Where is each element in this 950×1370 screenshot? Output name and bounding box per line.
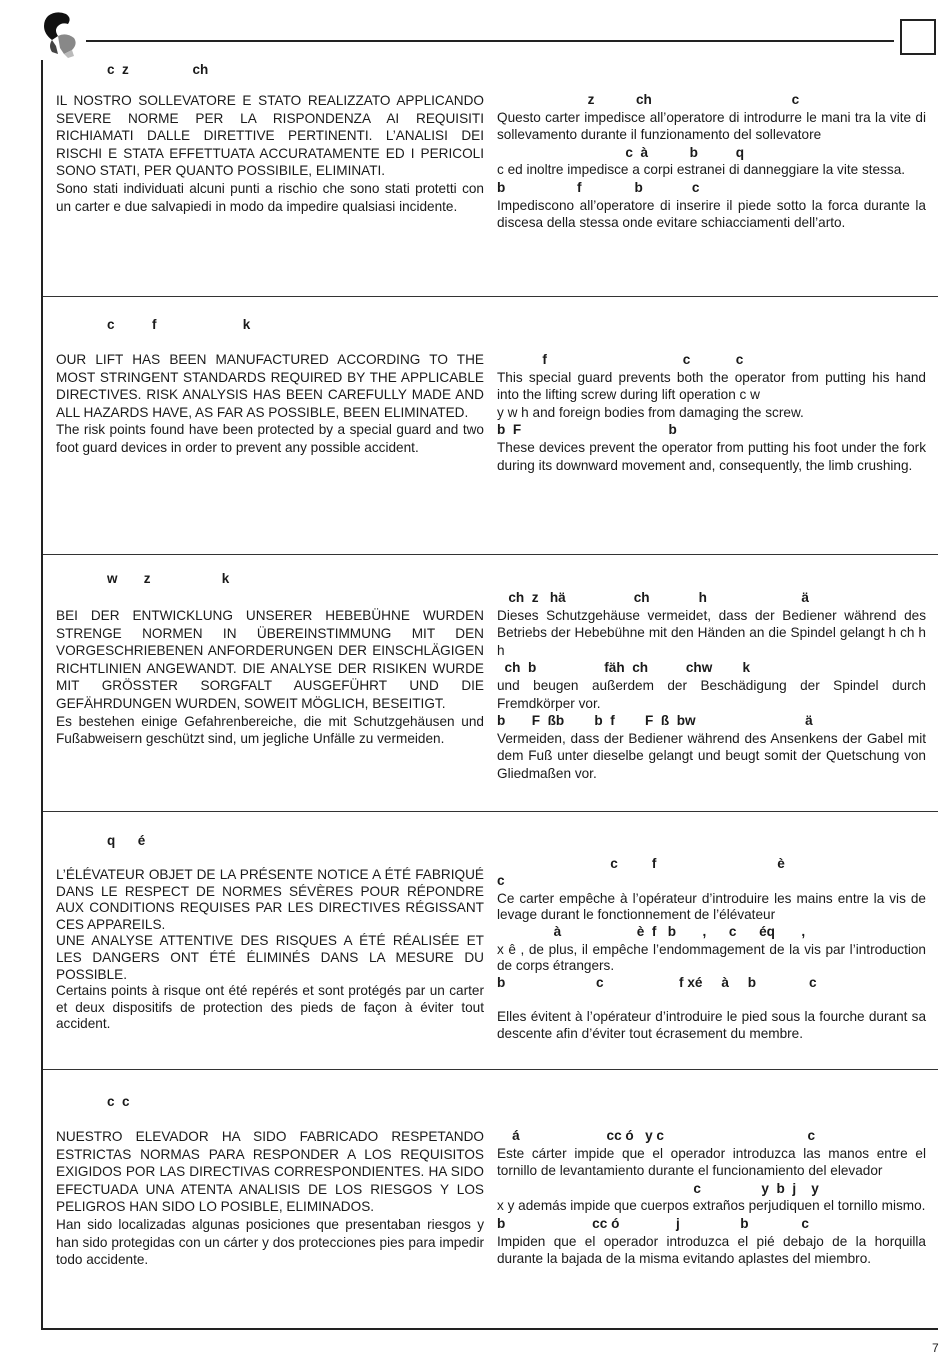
subheading: f c c: [497, 352, 744, 367]
section-german: [43, 555, 938, 812]
section-english: [43, 297, 938, 555]
body-text: c ed inoltre impedisce a corpi estranei di danneggiare la vite stessa.: [497, 162, 906, 178]
header-rule: [86, 40, 894, 42]
subheading: ch z hä ch h ä: [497, 590, 809, 605]
subheading: b cc ó j b c: [497, 1215, 809, 1231]
right-column: [497, 589, 926, 783]
section-french: [43, 812, 938, 1070]
body-text: Impiden que el operador introduzca el pié debajo de la horquilla durante la bajada de la misma evitando aplastes del miembro.: [497, 1233, 926, 1267]
subheading: c f è: [497, 855, 785, 871]
section-heading: c c: [107, 1094, 130, 1109]
right-column: [497, 839, 926, 1042]
section-italian: [43, 60, 938, 297]
body-text: x ê , de plus, il empêche l’endommagement de la vis par l’introduction de corps étrangers.: [497, 941, 926, 974]
section-spanish: [43, 1070, 938, 1328]
body-text: Este cárter impide que el operador introduzca las manos entre el tornillo de levantamiento durante el funcionamiento del elevador: [497, 1145, 926, 1179]
body-text: Dieses Schutzgehäuse vermeidet, dass der Bediener während des Betriebs der Hebebühne mit den Händen an die Spindel gelangt h ch h h: [497, 607, 926, 658]
body-text: These devices prevent the operator from putting his foot under the fork during its downward movement and, consequently, the limb crushing.: [497, 439, 926, 473]
subheading: á cc ó y c c: [497, 1128, 816, 1143]
subheading: b F b: [497, 422, 677, 438]
section-heading: c f k: [107, 317, 251, 332]
intro-paragraph: Han sido localizadas algunas posiciones que presentaban riesgos y han sido protegidas con un cárter y dos protecciones pies para impedir todo accidente.: [56, 1216, 484, 1268]
body-text: Vermeiden, dass der Bediener während des Ansenkens der Gabel mit dem Fuß unter dieselbe gelangt und beugt somit der Quetschung von Gliedmaßen vor.: [497, 730, 926, 781]
intro-paragraph: The risk points found have been protected by a special guard and two foot guard devices in order to prevent any possible accident.: [56, 422, 484, 455]
subheading: c à b q: [497, 144, 745, 160]
intro-paragraph: UNE ANALYSE ATTENTIVE DES RISQUES A ÉTÉ RÉALISÉE ET LES DANGERS ONT ÉTÉ ÉLIMINÉS DANS LA MESURE DU POSSIBLE.: [56, 933, 484, 982]
right-column: [497, 91, 926, 232]
page-number: 7: [932, 1341, 939, 1355]
intro-paragraph: BEI DER ENTWICKLUNG UNSERER HEBEBÜHNE WURDEN STRENGE NORMEN IN ÜBEREINSTIMMUNG MIT DEN VORGESCHRIEBENEN ANFORDERUNGEN DER EINSCHLÄGIGEN RICHTLINIEN ANGEWANDT. DIE ANALYSE DER RISIKEN WURDE MIT GRÖSSTER SORGFALT AUSGEFÜHRT UND DIE GEFÄHRDUNGEN WURDEN, SOWEIT MÖGLICH, BESEITIGT.: [56, 608, 484, 711]
subheading: à è f b , c éq ,: [497, 923, 806, 939]
intro-paragraph: IL NOSTRO SOLLEVATORE E STATO REALIZZATO APPLICANDO SEVERE NORME PER LA RISPONDENZA AI REQUISITI RICHIAMATI DALLE DIRETTIVE PERTINENTI. L’ANALISI DEI RISCHI E STATA EFFETTUATA ACCURATAMENTE ED I PERICOLI SONO STATI, PER QUANTO POSSIBILE, ELIMINATI.: [56, 93, 484, 179]
section-heading: w z k: [107, 571, 230, 586]
intro-paragraph: Sono stati individuati alcuni punti a rischio che sono stati protetti con un carter e due salvapiedi in modo da impedire qualsiasi incidente.: [56, 180, 484, 214]
body-text: Impediscono all’operatore di inserire il piede sotto la forca durante la discesa della stessa onde evitare schiacciamenti dell’arto.: [497, 197, 926, 231]
subheading: z ch c: [497, 92, 800, 107]
left-column: [56, 351, 484, 457]
left-column: [56, 867, 484, 1033]
body-text: [497, 839, 926, 856]
subheading: ch b fäh ch chw k: [497, 660, 751, 676]
body-text: Ce carter empêche à l’opérateur d’introduire les mains entre la vis de levage durant le fonctionnement de l’élévateur: [497, 890, 926, 923]
subheading: c y b j y: [497, 1180, 819, 1196]
intro-paragraph: Es bestehen einige Gefahrenbereiche, die mit Schutzgehäusen und Fußabweisern geschützt sind, um jegliche Unfälle zu vermeiden.: [56, 713, 484, 747]
body-text: This special guard prevents both the operator from putting his hand into the lifting screw during lift operation c w: [497, 369, 926, 403]
content-frame: [41, 60, 938, 1330]
intro-paragraph: NUESTRO ELEVADOR HA SIDO FABRICADO RESPETANDO ESTRICTAS NORMAS PARA RESPONDER A LOS REQUISITOS EXIGIDOS POR LAS DIRECTIVAS CORRESPONDIENTES. HA SIDO EFECTUADA UNA ATENTA ANALISIS DE LOS RIESGOS Y LOS PELIGROS HAN SIDO LO POSIBLE, ELIMINADOS.: [56, 1129, 484, 1215]
left-column: [56, 607, 484, 748]
body-text: y w h and foreign bodies from damaging the screw.: [497, 404, 804, 420]
brand-logo-icon: [38, 10, 80, 58]
intro-paragraph: L’ÉLÉVATEUR OBJET DE LA PRÉSENTE NOTICE A ÉTÉ FABRIQUÉ DANS LE RESPECT DE NORMES SÉVÈRES POUR RÉPONDRE AUX CONDITIONS REQUISES PAR LES DIRECTIVES RÉGISSANT CES APPAREILS.: [56, 867, 484, 932]
right-column: [497, 1127, 926, 1268]
body-text: Elles évitent à l’opérateur d’introduire le pied sous la fourche durant sa descente afin d’éviter tout écrasement du membre.: [497, 1008, 926, 1041]
subheading: b F ßb b f F ß bw ä: [497, 713, 813, 729]
right-column: [497, 351, 926, 474]
body-text: [497, 992, 926, 1009]
subheading: c: [497, 873, 505, 889]
body-text: und beugen außerdem der Beschädigung der Spindel durch Fremdkörper vor.: [497, 677, 926, 711]
intro-paragraph: OUR LIFT HAS BEEN MANUFACTURED ACCORDING TO THE MOST STRINGENT STANDARDS REQUIRED BY THE APPLICABLE DIRECTIVES. RISK ANALYSIS HAS BEEN CAREFULLY MADE AND ALL HAZARDS HAVE, AS FAR AS POSSIBLE, BEEN ELIMINATED.: [56, 352, 484, 420]
body-text: Questo carter impedisce all’operatore di introdurre le mani tra la vite di sollevamento durante il funzionamento del sollevatore: [497, 109, 926, 143]
intro-paragraph: Certains points à risque ont été repérés et sont protégés par un carter et deux dispositifs de protection des pieds de façon à éviter tout accident.: [56, 983, 484, 1032]
left-column: [56, 1128, 484, 1269]
subheading: b f b c: [497, 179, 700, 195]
subheading: b c f xé à b c: [497, 974, 817, 990]
section-heading: c z ch: [107, 62, 209, 77]
page-corner-box: [900, 19, 936, 55]
body-text: x y además impide que cuerpos extraños perjudiquen el tornillo mismo.: [497, 1198, 926, 1214]
section-heading: q é: [107, 833, 146, 848]
left-column: [56, 92, 484, 215]
